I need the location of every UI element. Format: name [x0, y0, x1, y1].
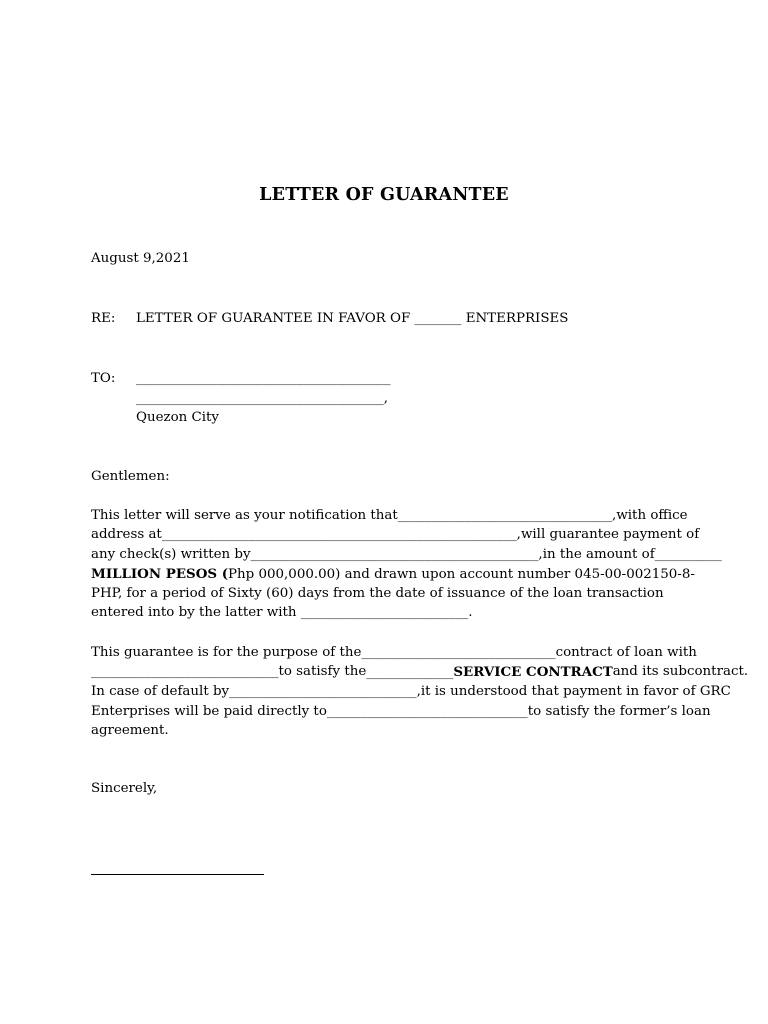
to-line-1: ______________________________________: [136, 371, 391, 386]
p1-line-2: address at _____________________________________________________, will guarantee payment of: [91, 527, 700, 542]
p2-line-1: This guarantee is for the purpose of the _____________________________ contract of loan with: [91, 645, 697, 660]
blank-field: ____________________________,: [229, 684, 421, 699]
to-city: Quezon City: [136, 410, 219, 425]
to-label: TO:: [91, 371, 116, 386]
p1-line-3: any check(s) written by ___________________________________________, in the amount of __________: [91, 547, 722, 562]
re-label: RE:: [91, 311, 116, 326]
p2-line-2: ____________________________ to satisfy the _____________SERVICE CONTRACT and its subcontract.: [91, 664, 749, 680]
document-title: LETTER OF GUARANTEE: [259, 185, 509, 205]
blank-field: _________________________.: [300, 605, 473, 620]
blank-field: ___________________________________________,: [250, 547, 543, 562]
to-line-2: _____________________________________,: [136, 391, 388, 406]
service-contract-label: SERVICE CONTRACT: [453, 664, 613, 680]
p1-line-1: This letter will serve as your notification that ________________________________, with office: [91, 508, 688, 523]
blank-field: _____________________________: [361, 645, 556, 660]
blank-field: ________________________________,: [397, 508, 617, 523]
closing: Sincerely,: [91, 781, 158, 796]
salutation: Gentlemen:: [91, 469, 170, 484]
p1-line-6: entered into by the latter with _________________________.: [91, 605, 473, 620]
p1-line-5: PHP, for a period of Sixty (60) days from the date of issuance of the loan transaction: [91, 586, 664, 601]
p2-line-3: In case of default by ____________________________, it is understood that payment in favor of GRC: [91, 684, 731, 699]
blank-field: ______________________________: [326, 704, 528, 719]
re-line: [91, 311, 569, 326]
p2-line-5: agreement.: [91, 723, 169, 738]
signature-line: [91, 874, 264, 875]
re-subject: LETTER OF GUARANTEE IN FAVOR OF _______ ENTERPRISES: [136, 311, 569, 326]
p2-line-4: Enterprises will be paid directly to ______________________________ to satisfy the former’s loan: [91, 704, 711, 719]
blank-field: _____________________________________________________,: [161, 527, 521, 542]
blank-field: _____________: [366, 665, 454, 680]
re-blank: _______: [414, 311, 462, 326]
blank-field: ____________________________: [91, 664, 279, 679]
blank-field: __________: [654, 547, 722, 562]
letter-date: August 9,2021: [91, 251, 190, 266]
p1-line-4: MILLION PESOS (Php 000,000.00) and drawn upon account number 045-00-002150-8-: [91, 566, 695, 582]
